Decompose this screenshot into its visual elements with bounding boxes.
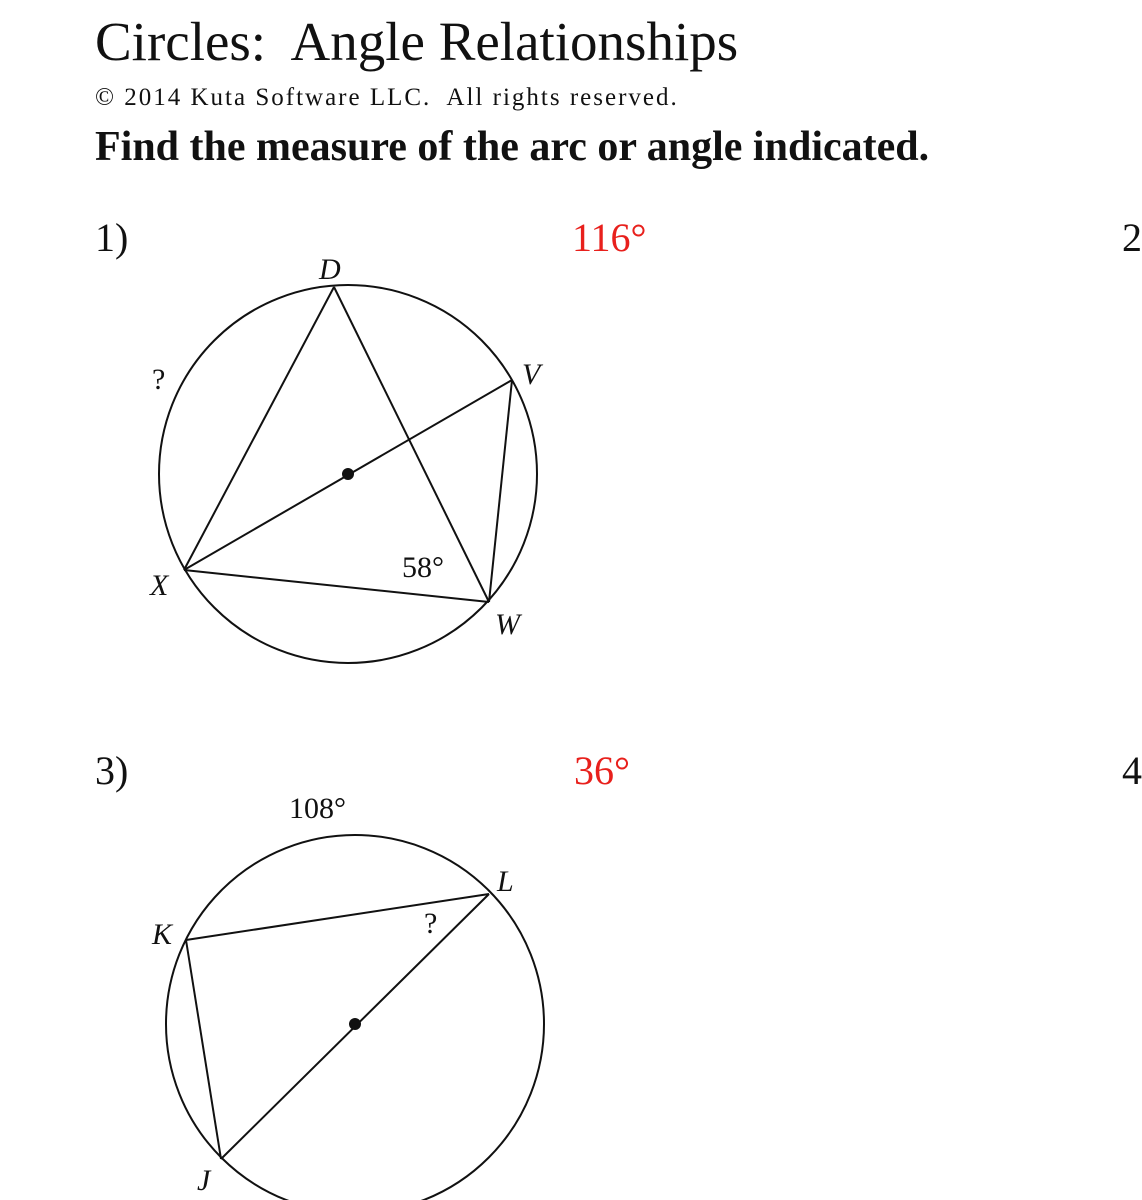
- figure-3-circle: [166, 835, 544, 1200]
- figure-3-center-point: [349, 1018, 361, 1030]
- instruction-text: Find the measure of the arc or angle indicated.: [95, 124, 930, 170]
- label-angle-58: 58°: [402, 551, 444, 584]
- problem-3-number: 3): [95, 748, 129, 793]
- label-d: D: [319, 253, 341, 286]
- label-x: X: [150, 569, 169, 602]
- label-arc-108: 108°: [289, 792, 346, 825]
- label-j: J: [197, 1164, 211, 1197]
- label-unknown-arc: ?: [152, 363, 166, 396]
- label-k: K: [152, 918, 173, 951]
- problem-2-number-clipped: 2: [1122, 215, 1142, 260]
- problem-1-number: 1): [95, 215, 129, 260]
- label-v: V: [522, 358, 541, 391]
- worksheet-title: Circles: Angle Relationships: [95, 11, 739, 72]
- chord-kl: [186, 894, 489, 940]
- problem-1-answer: 116°: [572, 215, 647, 260]
- chord-kj: [186, 940, 221, 1159]
- label-w: W: [495, 608, 520, 641]
- copyright-notice: © 2014 Kuta Software LLC. All rights reserved.: [95, 84, 679, 111]
- label-unknown-angle: ?: [424, 907, 438, 940]
- figure-3-shapes: [166, 835, 544, 1200]
- problem-4-number-clipped: 4: [1122, 748, 1142, 793]
- label-l: L: [497, 865, 514, 898]
- problem-3-answer: 36°: [574, 748, 630, 793]
